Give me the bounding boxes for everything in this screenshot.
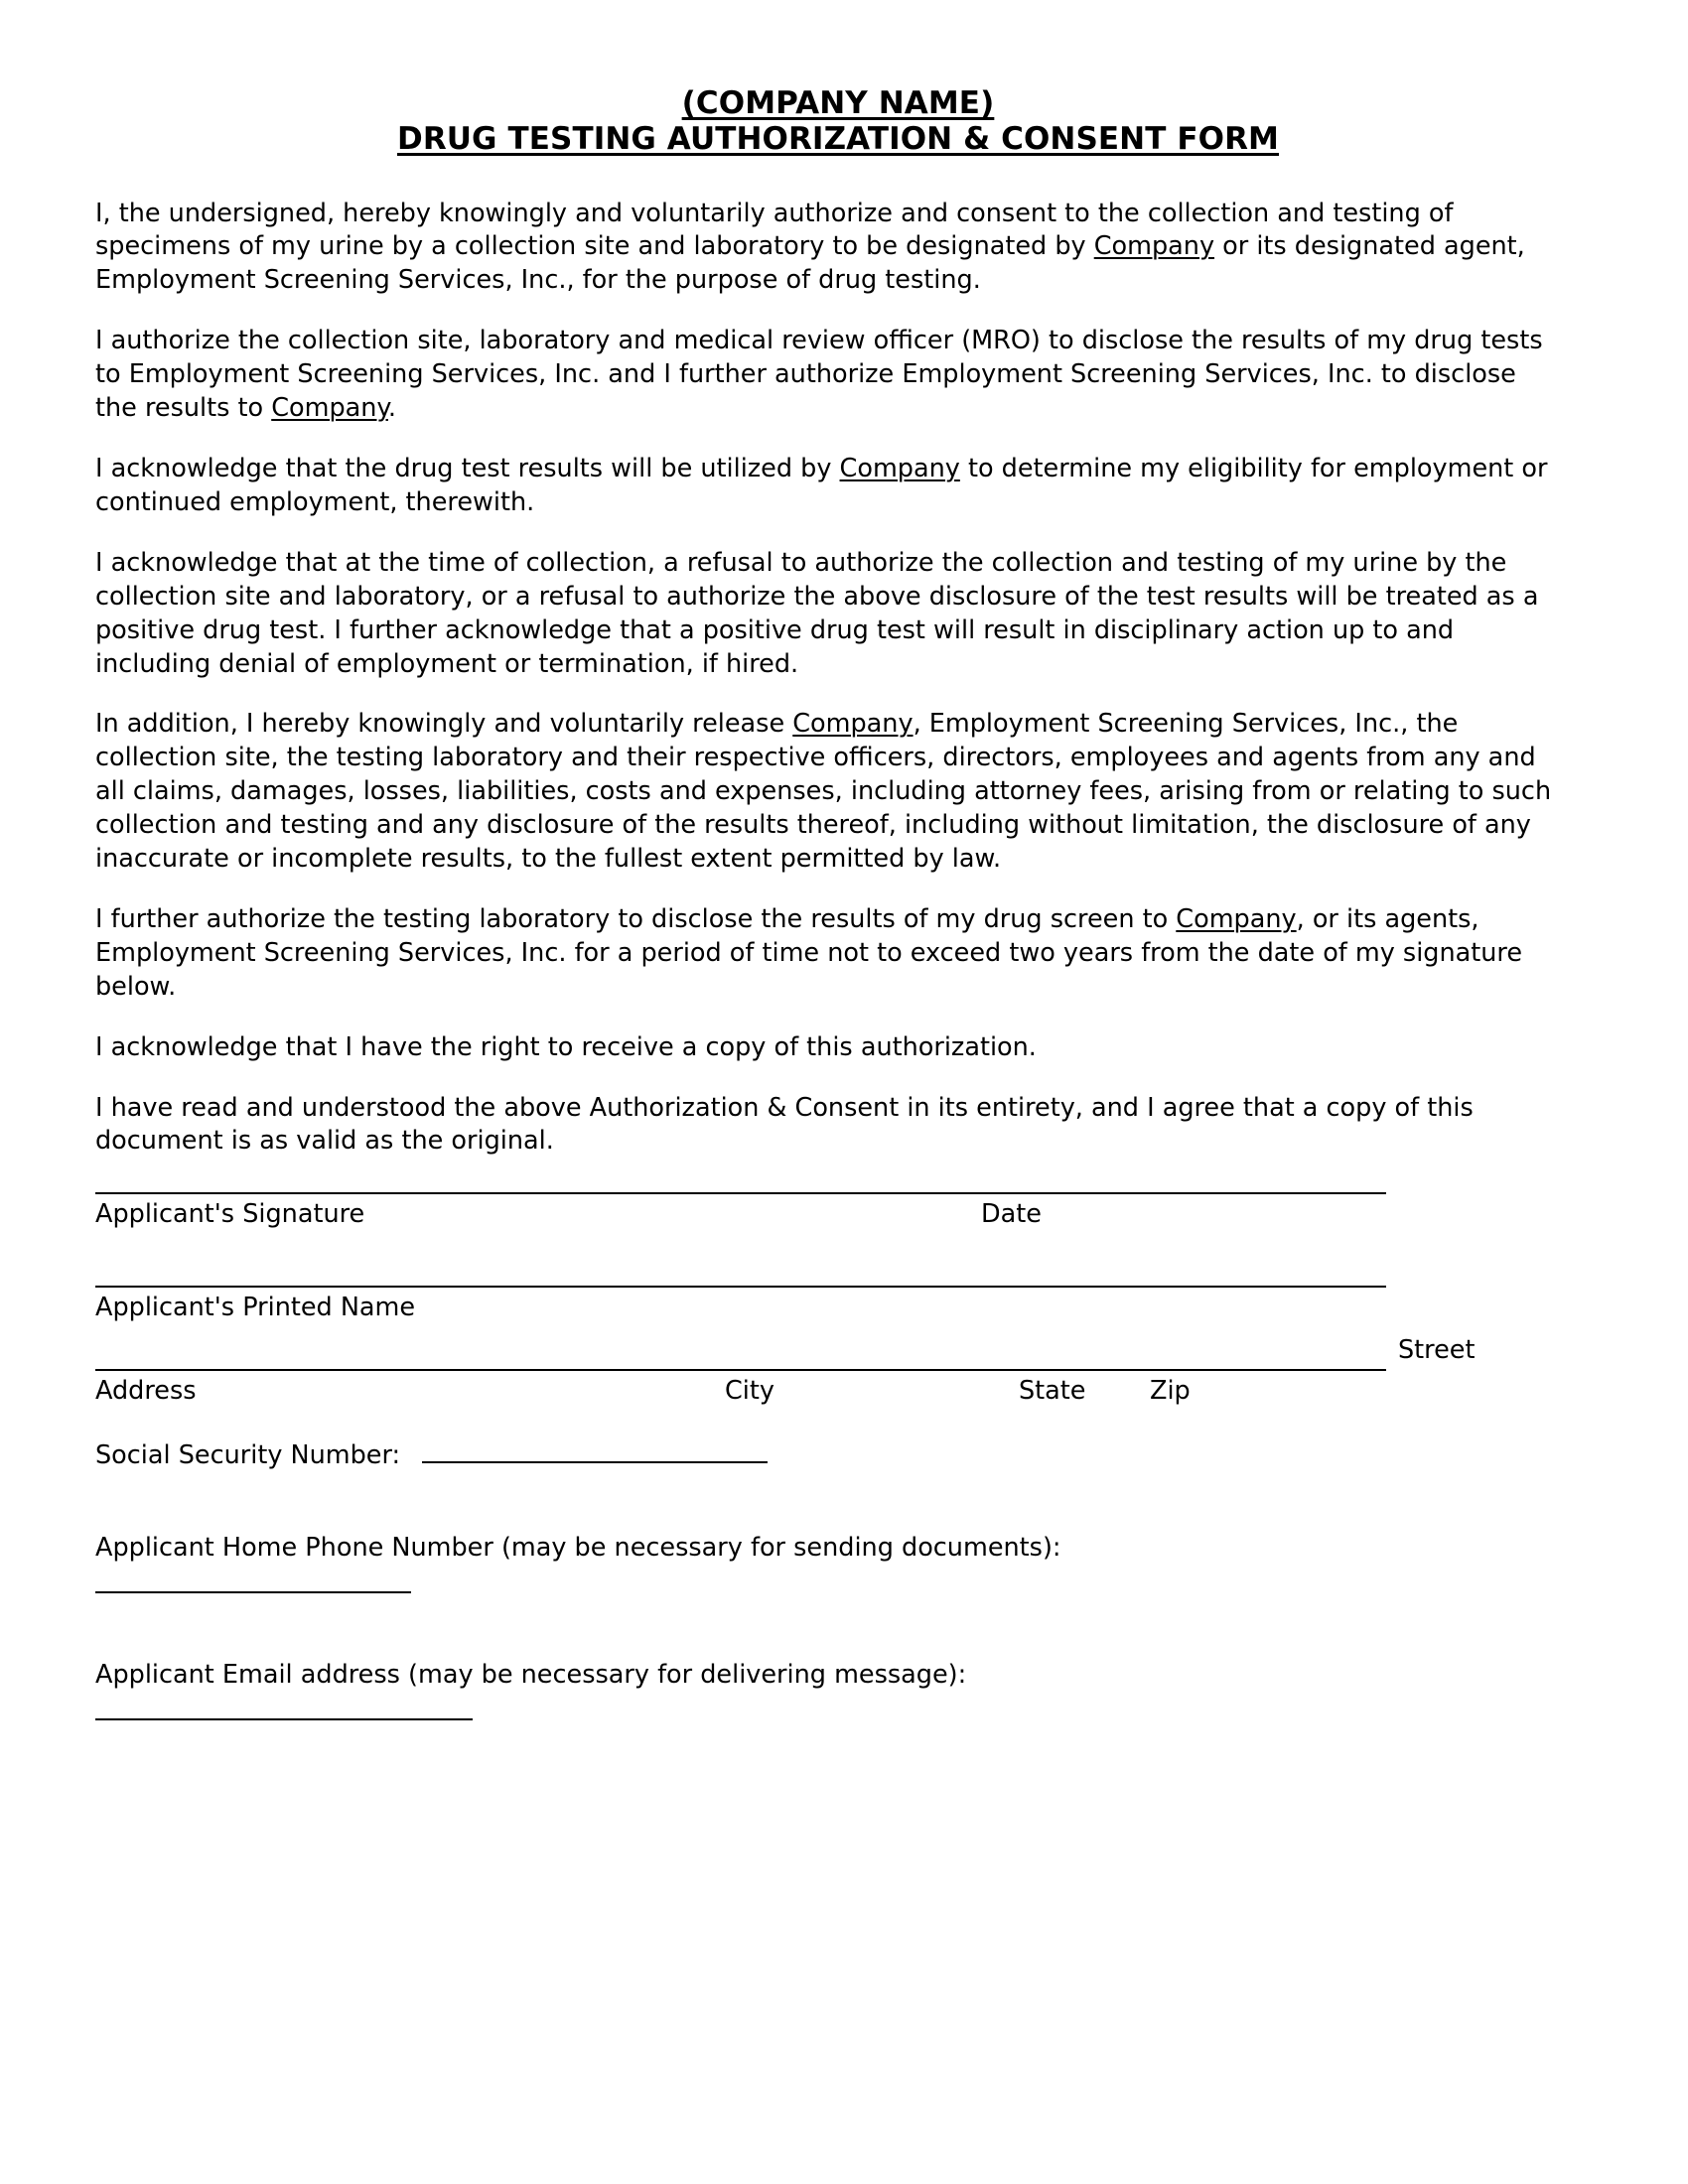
paragraph-results-eligibility: [95, 453, 1565, 520]
p6-text-b: , or its agents, Employment Screening Services, Inc. for a period of time not to exceed two years from the date of my signature below.: [95, 903, 1523, 1002]
spacer-before-email: [95, 1593, 1581, 1659]
signature-row: [95, 1192, 1581, 1234]
paragraph-two-year-authorization: [95, 903, 1565, 1005]
city-label: City: [725, 1376, 774, 1407]
date-label: Date: [981, 1199, 1042, 1230]
signature-label: Applicant's Signature: [95, 1199, 365, 1230]
zip-label: Zip: [1150, 1376, 1191, 1407]
spacer-after-signature: [95, 1234, 1581, 1286]
state-label: State: [1019, 1376, 1086, 1407]
p2-text-a: I authorize the collection site, laboratory and medical review officer (MRO) to disclose the results of my drug tests to Employment Screening Services, Inc. and I further authorize Employment Screening Services, Inc. to disclose the results to: [95, 326, 1543, 424]
p5-company-placeholder: Company: [792, 709, 914, 740]
p1-text-a: I, the undersigned, hereby knowingly and voluntarily authorize and consent to the collection and testing of specimens of my urine by a collection site and laboratory to be designated by: [95, 198, 1454, 262]
home-phone-label: Applicant Home Phone Number (may be necessary for sending documents):: [95, 1533, 1061, 1564]
home-phone-block: [95, 1532, 1581, 1593]
title-form-name: DRUG TESTING AUTHORIZATION & CONSENT FORM: [396, 121, 1280, 158]
address-row: [95, 1335, 1581, 1411]
paragraph-read-and-understood: I have read and understood the above Authorization & Consent in its entirety, and I agree that a copy of this document is as valid as the original.: [95, 1092, 1474, 1157]
ssn-row: [95, 1440, 1581, 1470]
ssn-label: Social Security Number:: [95, 1440, 401, 1471]
p6-company-placeholder: Company: [1176, 903, 1297, 934]
p2-company-placeholder: Company: [271, 393, 388, 424]
p1-company-placeholder: Company: [1093, 231, 1215, 262]
title-company-name: (COMPANY NAME): [681, 85, 995, 121]
p3-text-a: I acknowledge that the drug test results will be utilized by: [95, 453, 840, 483]
address-label: Address: [95, 1376, 197, 1407]
paragraph-authorize-disclosure: [95, 325, 1565, 426]
paragraph-consent-collection: [95, 198, 1565, 299]
p3-company-placeholder: Company: [839, 453, 960, 483]
p3-text-b: to determine my eligibility for employment or continued employment, therewith.: [95, 453, 1548, 517]
p5-text-a: In addition, I hereby knowingly and voluntarily release: [95, 709, 793, 740]
p1-text-b: or its designated agent, Employment Screening Services, Inc., for the purpose of drug testing.: [95, 231, 1525, 296]
signature-row-labels: [95, 1194, 1581, 1234]
printed-name-row-labels: [95, 1288, 1581, 1327]
paragraph-right-to-copy: I acknowledge that I have the right to receive a copy of this authorization.: [95, 1031, 1037, 1062]
email-label: Applicant Email address (may be necessary for delivering message):: [95, 1660, 967, 1691]
p2-text-b: .: [387, 393, 396, 424]
title-line-company: [95, 85, 1581, 121]
spacer-after-printed-name: [95, 1327, 1581, 1369]
ssn-input-line[interactable]: [422, 1461, 768, 1463]
paragraph-refusal-consequences: I acknowledge that at the time of collection, a refusal to authorize the collection and testing of my urine by the collection site and laboratory, or a refusal to authorize the above disclosure of the test results will be treated as a positive drug test. I further acknowledge that a positive drug test will result in disciplinary action up to and including denial of employment or termination, if hired.: [95, 547, 1539, 679]
title-line-form: [95, 121, 1581, 157]
address-row-labels: [95, 1371, 1581, 1411]
page-title: [95, 85, 1581, 158]
p5-text-b: , Employment Screening Services, Inc., the collection site, the testing laboratory and their respective officers, directors, employees and agents from any and all claims, damages, losses, liabilities, costs and expenses, including attorney fees, arising from or relating to such collection and testing and any disclosure of the results thereof, including without limitation, the disclosure of any inaccurate or incomplete results, to the fullest extent permitted by law.: [95, 709, 1552, 875]
email-block: [95, 1659, 1581, 1720]
printed-name-label: Applicant's Printed Name: [95, 1293, 416, 1323]
email-input-line[interactable]: [95, 1718, 473, 1720]
printed-name-row: [95, 1286, 1581, 1327]
p6-text-a: I further authorize the testing laboratory to disclose the results of my drug screen to: [95, 903, 1177, 934]
paragraph-release-of-claims: [95, 708, 1565, 877]
signature-fields-block: [95, 1192, 1581, 1720]
street-label: Street: [1398, 1335, 1476, 1366]
